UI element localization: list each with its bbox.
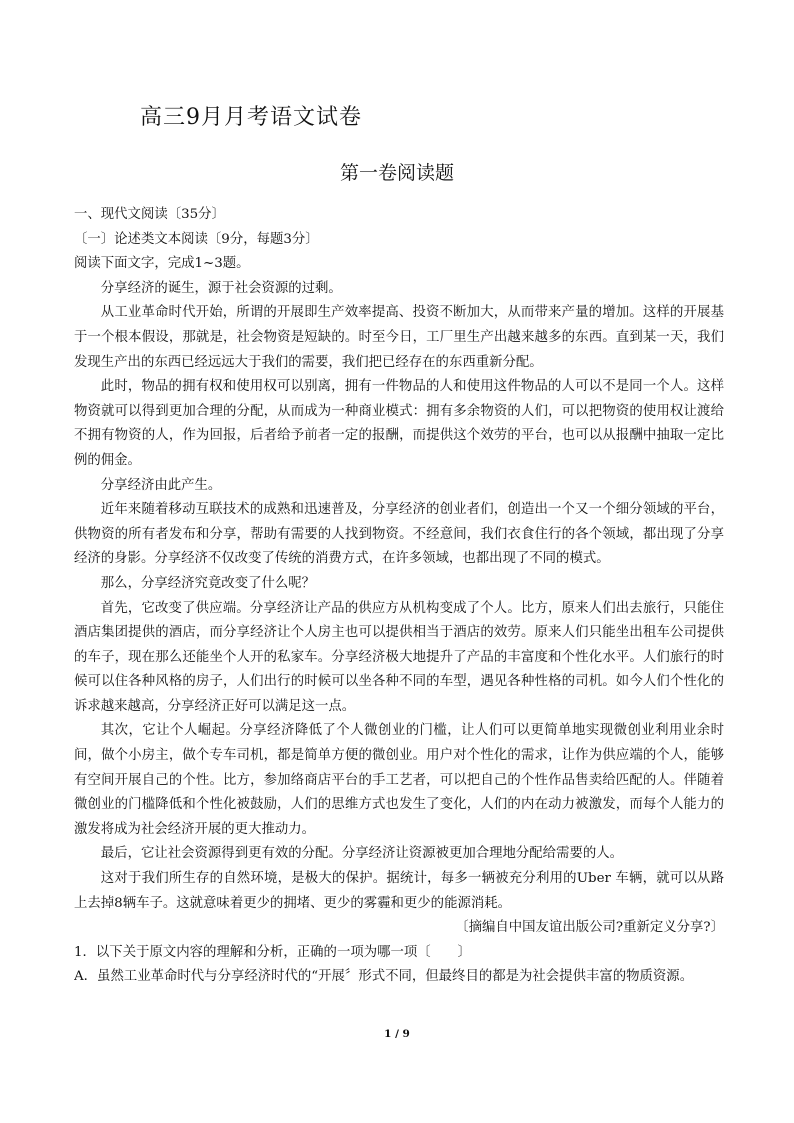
reading-instruction: 阅读下面文字，完成1~3题。	[74, 256, 250, 272]
paragraph: 分享经济由此产生。	[100, 477, 222, 493]
section-heading: 一、现代文阅读〔35分〕	[74, 207, 225, 222]
document-body	[74, 203, 724, 990]
page-number: 1 / 9	[384, 1028, 410, 1040]
paragraph: 近年来随着移动互联技术的成熟和迅速普及，分享经济的创业者们，创造出一个又一个细分领域的平台，供物资的所有者发布和分享，帮助有需要的人找到物资。不经意间，我们衣食住行的各个领域，都出现了分享经济的身影。分享经济不仅改变了传统的消费方式，在许多领域，也都出现了不同的模式。	[74, 502, 724, 567]
paragraph: 那么，分享经济究竟改变了什么呢？	[100, 575, 316, 591]
paragraph: 此时，物品的拥有权和使用权可以别离，拥有一件物品的人和使用这件物品的人可以不是同一个人。这样物资就可以得到更加合理的分配，从而成为一种商业模式：拥有多余物资的人们，可以把物资的使用权让渡给不拥有物资的人，作为回报，后者给予前者一定的报酬，而提供这个效劳的平台，也可以从报酬中抽取一定比例的佣金。	[74, 379, 724, 468]
subsection-heading: 〔一〕论述类文本阅读〔9分，每题3分〕	[74, 231, 319, 247]
option-a: A．虽然工业革命时代与分享经济时代的“开展〞形式不同，但最终目的都是为社会提供丰富的物质资源。	[74, 969, 694, 985]
paragraph: 首先，它改变了供应端。分享经济让产品的供应方从机构变成了个人。比方，原来人们出去旅行，只能住酒店集团提供的酒店，而分享经济让个人房主也可以提供相当于酒店的效劳。原来人们只能坐出租车公司提供的车子，现在那么还能坐个人开的私家车。分享经济极大地提升了产品的丰富度和个性化水平。人们旅行的时候可以住各种风格的房子，人们出行的时候可以坐各种不同的车型，遇见各种性格的司机。如今人们个性化的诉求越来越高，分享经济正好可以满足这一点。	[74, 600, 724, 714]
exam-title: 高三9月月考语文试卷	[140, 105, 362, 130]
paragraph: 分享经济的诞生，源于社会资源的过剩。	[100, 280, 342, 296]
source-note: 〔摘编自中国友谊出版公司?重新定义分享?〕	[455, 920, 724, 936]
paragraph: 最后，它让社会资源得到更有效的分配。分享经济让资源被更加合理地分配给需要的人。	[100, 846, 624, 862]
paragraph: 其次，它让个人崛起。分享经济降低了个人微创业的门槛，让人们可以更简单地实现微创业利用业余时间，做个小房主，做个专车司机，都是简单方便的微创业。用户对个性化的需求，让作为供应端的个人，能够有空间开展自己的个性。比方，参加络商店平台的手工艺者，可以把自己的个性作品售卖给匹配的人。伴随着微创业的门槛降低和个性化被鼓励，人们的思维方式也发生了变化，人们的内在动力被激发，而每个人能力的激发将成为社会经济开展的更大推动力。	[74, 723, 724, 837]
paragraph: 从工业革命时代开始，所谓的开展即生产效率提高、投资不断加大，从而带来产量的增加。这样的开展基于一个根本假设，那就是，社会物资是短缺的。时至今日，工厂里生产出越来越多的东西。直到某一天，我们发现生产出的东西已经远远大于我们的需要，我们把已经存在的东西重新分配。	[74, 305, 724, 370]
question-1: 1．以下关于原文内容的理解和分析，正确的一项为哪一项〔 〕	[74, 944, 471, 960]
paragraph: 这对于我们所生存的自然环境，是极大的保护。据统计，每多一辆被充分利用的Uber 车辆，就可以从路上去掉8辆车子。这就意味着更少的拥堵、更少的雾霾和更少的能源消耗。	[74, 871, 724, 911]
part-title: 第一卷阅读题	[339, 162, 454, 184]
